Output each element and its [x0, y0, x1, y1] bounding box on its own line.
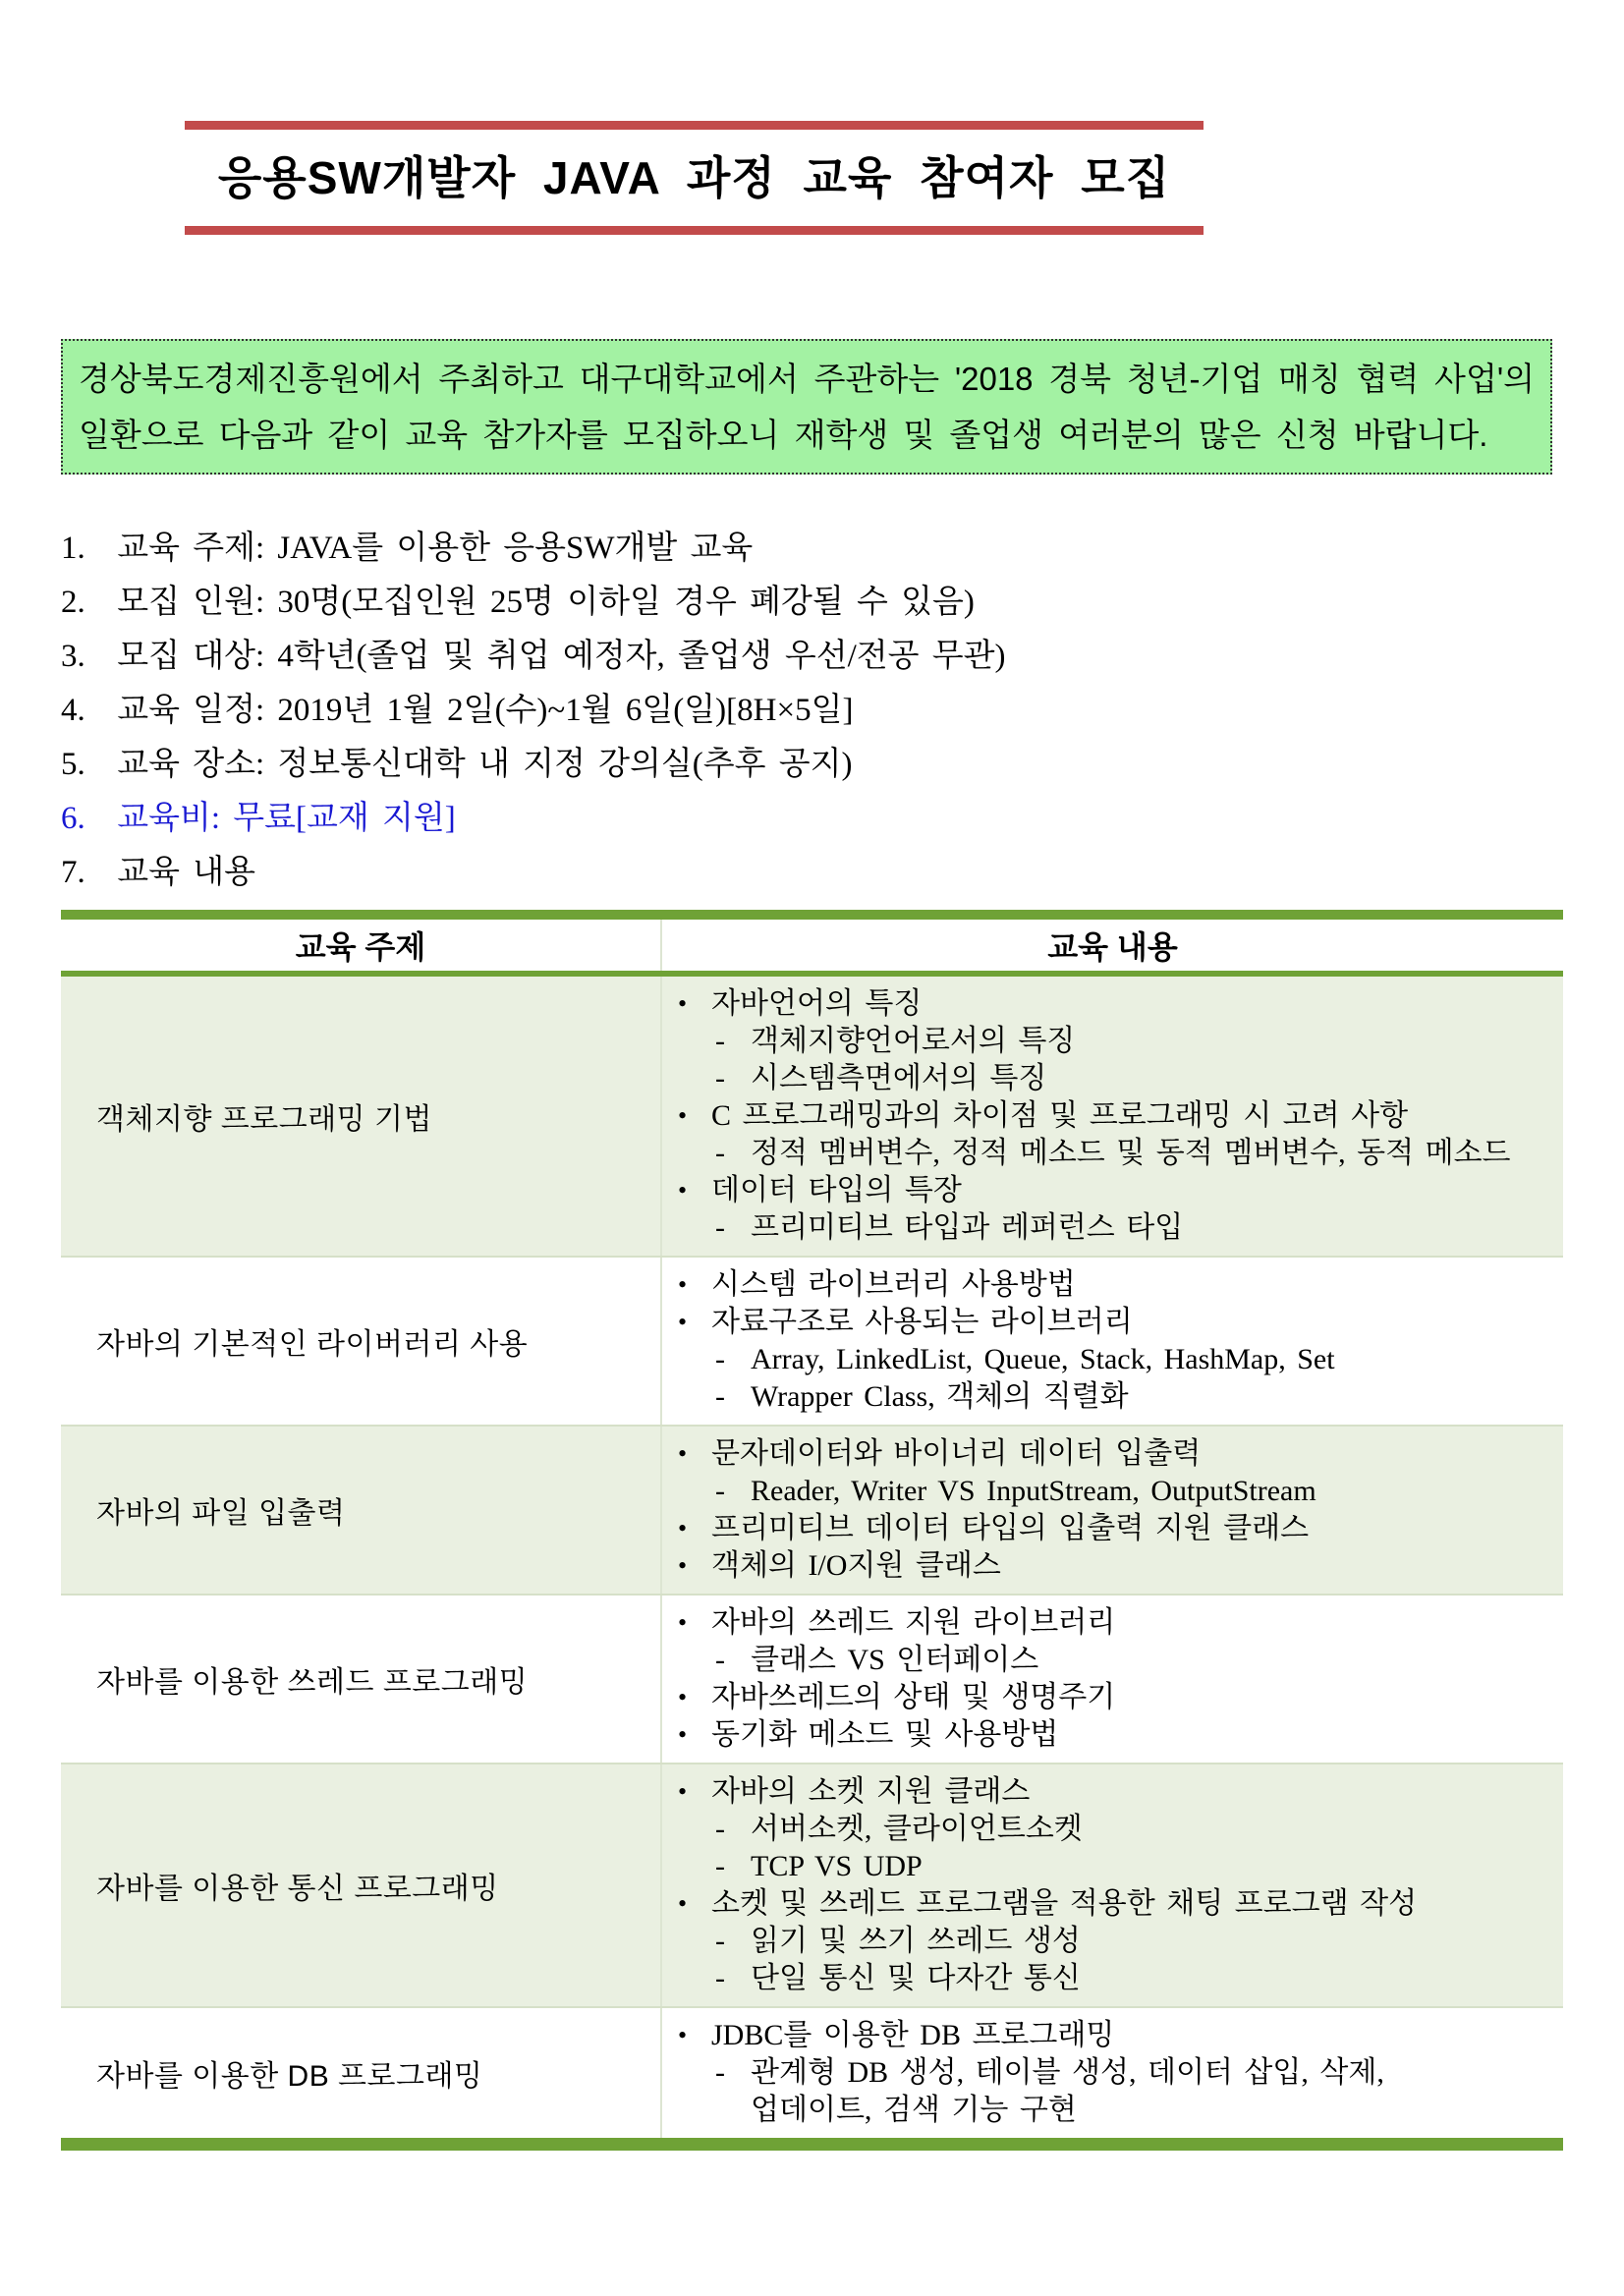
line-text: 자바언어의 특징	[711, 987, 923, 1020]
course-content-cell	[662, 2008, 1563, 2138]
info-item-number: 3.	[61, 639, 85, 674]
line-text: 자바의 소켓 지원 클래스	[711, 1775, 1031, 1808]
course-content-cell	[662, 1596, 1563, 1763]
course-content-table	[61, 910, 1563, 2151]
content-line	[662, 1209, 1553, 1247]
title-block	[185, 121, 1204, 235]
content-line	[662, 1304, 1553, 1341]
line-text: 업데이트, 검색 기능 구현	[751, 2094, 1077, 2126]
course-content-cell	[662, 1258, 1563, 1425]
line-marker-icon: -	[715, 1025, 725, 1057]
course-topic-cell: 자바를 이용한 DB 프로그래밍	[61, 2008, 662, 2138]
line-text: 객체의 I/O지원 클래스	[711, 1549, 1001, 1582]
title-top-rule	[185, 121, 1204, 130]
table-row	[61, 1594, 1563, 1763]
content-line	[662, 2017, 1553, 2054]
table-row	[61, 2006, 1563, 2138]
content-line	[662, 1097, 1553, 1135]
table-row	[61, 1763, 1563, 2006]
line-text: 정적 멤버변수, 정적 메소드 및 동적 멤버변수, 동적 메소드	[751, 1137, 1511, 1169]
intro-text: 경상북도경제진흥원에서 주최하고 대구대학교에서 주관하는 '2018 경북 청년-기업 매칭 협력 사업'의 일환으로 다음과 같이 교육 참가자를 모집하오니 재학생 및 졸업생 여러분의 많은 신청 바랍니다.	[79, 361, 1535, 453]
line-text: 자료구조로 사용되는 라이브러리	[711, 1306, 1133, 1338]
content-line	[662, 1848, 1553, 1885]
info-item-number: 7.	[61, 855, 85, 890]
info-item-text: 모집 대상: 4학년(졸업 및 취업 예정자, 졸업생 우선/전공 무관)	[117, 639, 1006, 674]
content-line	[662, 1773, 1553, 1811]
line-marker-icon: -	[715, 1850, 725, 1882]
course-topic-cell: 객체지향 프로그래밍 기법	[61, 977, 662, 1256]
content-line	[662, 2054, 1553, 2092]
line-text: 데이터 타입의 특장	[711, 1174, 962, 1206]
line-marker-icon: -	[715, 1644, 725, 1676]
info-item-text: 교육비: 무료[교재 지원]	[117, 801, 456, 836]
line-text: 프리미티브 데이터 타입의 입출력 지원 클래스	[711, 1512, 1310, 1544]
content-line	[662, 1510, 1553, 1547]
content-line	[662, 1341, 1553, 1378]
course-content-cell	[662, 977, 1563, 1256]
info-item-number: 4.	[61, 693, 85, 728]
info-list-item	[61, 792, 1554, 846]
line-marker-icon: -	[715, 1475, 725, 1507]
table-body	[61, 977, 1563, 2138]
line-text: 자바의 쓰레드 지원 라이브러리	[711, 1606, 1116, 1639]
info-item-number: 2.	[61, 585, 85, 620]
line-text: 시스템측면에서의 특징	[751, 1062, 1047, 1094]
content-line	[662, 1960, 1553, 1997]
content-line	[662, 1060, 1553, 1097]
line-text: Array, LinkedList, Queue, Stack, HashMap, Set	[751, 1343, 1335, 1375]
line-marker-icon: -	[715, 2056, 725, 2089]
info-item-text: 교육 장소: 정보통신대학 내 지정 강의실(추후 공지)	[117, 747, 853, 782]
info-list-item	[61, 522, 1554, 576]
info-list-item	[61, 684, 1554, 738]
line-marker-icon: •	[678, 1608, 688, 1637]
content-line	[662, 1266, 1553, 1304]
content-line	[662, 1811, 1553, 1848]
line-text: 읽기 및 쓰기 쓰레드 생성	[751, 1925, 1081, 1957]
line-text: 시스템 라이브러리 사용방법	[711, 1268, 1076, 1301]
line-marker-icon: •	[678, 1889, 688, 1918]
course-topic-cell: 자바를 이용한 쓰레드 프로그래밍	[61, 1596, 662, 1763]
line-text: 소켓 및 쓰레드 프로그램을 적용한 채팅 프로그램 작성	[711, 1887, 1418, 1920]
course-info-list	[61, 522, 1554, 900]
line-marker-icon: -	[715, 1211, 725, 1244]
line-text: 객체지향언어로서의 특징	[751, 1025, 1076, 1057]
info-item-text: 교육 일정: 2019년 1월 2일(수)~1월 6일(일)[8H×5일]	[117, 693, 854, 728]
line-marker-icon: •	[678, 1777, 688, 1806]
content-line	[662, 985, 1553, 1023]
line-text: 서버소켓, 클라이언트소켓	[751, 1813, 1083, 1845]
line-text: TCP VS UDP	[751, 1850, 923, 1882]
info-list-item	[61, 630, 1554, 684]
content-line	[662, 1023, 1553, 1060]
course-content-cell	[662, 1764, 1563, 2006]
line-marker-icon: •	[678, 1176, 688, 1204]
table-header-row	[61, 920, 1563, 971]
line-marker-icon: •	[678, 1308, 688, 1336]
line-marker-icon: •	[678, 1720, 688, 1749]
line-marker-icon: -	[715, 1343, 725, 1375]
page-title: 응용SW개발자 JAVA 과정 교육 참여자 모집	[217, 152, 1171, 203]
line-marker-icon: •	[678, 1270, 688, 1299]
content-line	[662, 1435, 1553, 1473]
line-text: 자바쓰레드의 상태 및 생명주기	[711, 1681, 1116, 1713]
content-line	[662, 2092, 1553, 2129]
line-marker-icon: •	[678, 2021, 688, 2049]
content-line	[662, 1923, 1553, 1960]
intro-notice-box	[61, 339, 1552, 475]
line-marker-icon: -	[715, 1380, 725, 1413]
table-row	[61, 1425, 1563, 1594]
line-marker-icon: •	[678, 1551, 688, 1580]
line-text: Reader, Writer VS InputStream, OutputStream	[751, 1475, 1316, 1507]
content-line	[662, 1378, 1553, 1416]
line-marker-icon: •	[678, 1101, 688, 1130]
info-item-text: 교육 주제: JAVA를 이용한 응용SW개발 교육	[117, 531, 754, 566]
info-list-item	[61, 738, 1554, 792]
course-topic-cell: 자바의 파일 입출력	[61, 1427, 662, 1594]
content-line	[662, 1642, 1553, 1679]
table-row	[61, 1256, 1563, 1425]
info-item-number: 1.	[61, 531, 85, 566]
line-text: C 프로그래밍과의 차이점 및 프로그래밍 시 고려 사항	[711, 1099, 1409, 1132]
line-text: 문자데이터와 바이너리 데이터 입출력	[711, 1437, 1202, 1470]
line-marker-icon: -	[715, 1925, 725, 1957]
content-line	[662, 1604, 1553, 1642]
line-marker-icon: -	[715, 1813, 725, 1845]
content-line	[662, 1679, 1553, 1716]
course-topic-cell: 자바를 이용한 통신 프로그래밍	[61, 1764, 662, 2006]
line-marker-icon: -	[715, 1062, 725, 1094]
line-marker-icon: •	[678, 1514, 688, 1542]
line-text: 단일 통신 및 다자간 통신	[751, 1962, 1081, 1994]
content-line	[662, 1172, 1553, 1209]
line-text: JDBC를 이용한 DB 프로그래밍	[711, 2019, 1115, 2051]
header-cell-topic: 교육 주제	[61, 920, 662, 971]
line-text: Wrapper Class, 객체의 직렬화	[751, 1380, 1129, 1413]
line-marker-icon: •	[678, 989, 688, 1018]
course-content-cell	[662, 1427, 1563, 1594]
info-item-number: 5.	[61, 747, 85, 782]
content-line	[662, 1885, 1553, 1923]
line-marker-icon: •	[678, 1439, 688, 1468]
table-bottom-rule	[61, 2138, 1563, 2151]
line-text: 프리미티브 타입과 레퍼런스 타입	[751, 1211, 1184, 1244]
content-line	[662, 1473, 1553, 1510]
table-row	[61, 977, 1563, 1256]
title-bottom-rule	[185, 226, 1204, 235]
info-item-number: 6.	[61, 801, 85, 836]
header-cell-content: 교육 내용	[1047, 929, 1178, 965]
content-line	[662, 1135, 1553, 1172]
content-line	[662, 1716, 1553, 1754]
content-line	[662, 1547, 1553, 1585]
line-marker-icon: -	[715, 1962, 725, 1994]
line-marker-icon: -	[715, 1137, 725, 1169]
line-text: 동기화 메소드 및 사용방법	[711, 1718, 1059, 1751]
line-marker-icon: •	[678, 1683, 688, 1711]
table-top-rule	[61, 910, 1563, 920]
line-text: 관계형 DB 생성, 테이블 생성, 데이터 삽입, 삭제,	[751, 2056, 1384, 2089]
course-topic-cell: 자바의 기본적인 라이버러리 사용	[61, 1258, 662, 1425]
info-list-item	[61, 576, 1554, 630]
info-item-text: 모집 인원: 30명(모집인원 25명 이하일 경우 폐강될 수 있음)	[117, 585, 975, 620]
line-text: 클래스 VS 인터페이스	[751, 1644, 1039, 1676]
info-item-text: 교육 내용	[117, 855, 256, 890]
info-list-item	[61, 846, 1554, 900]
